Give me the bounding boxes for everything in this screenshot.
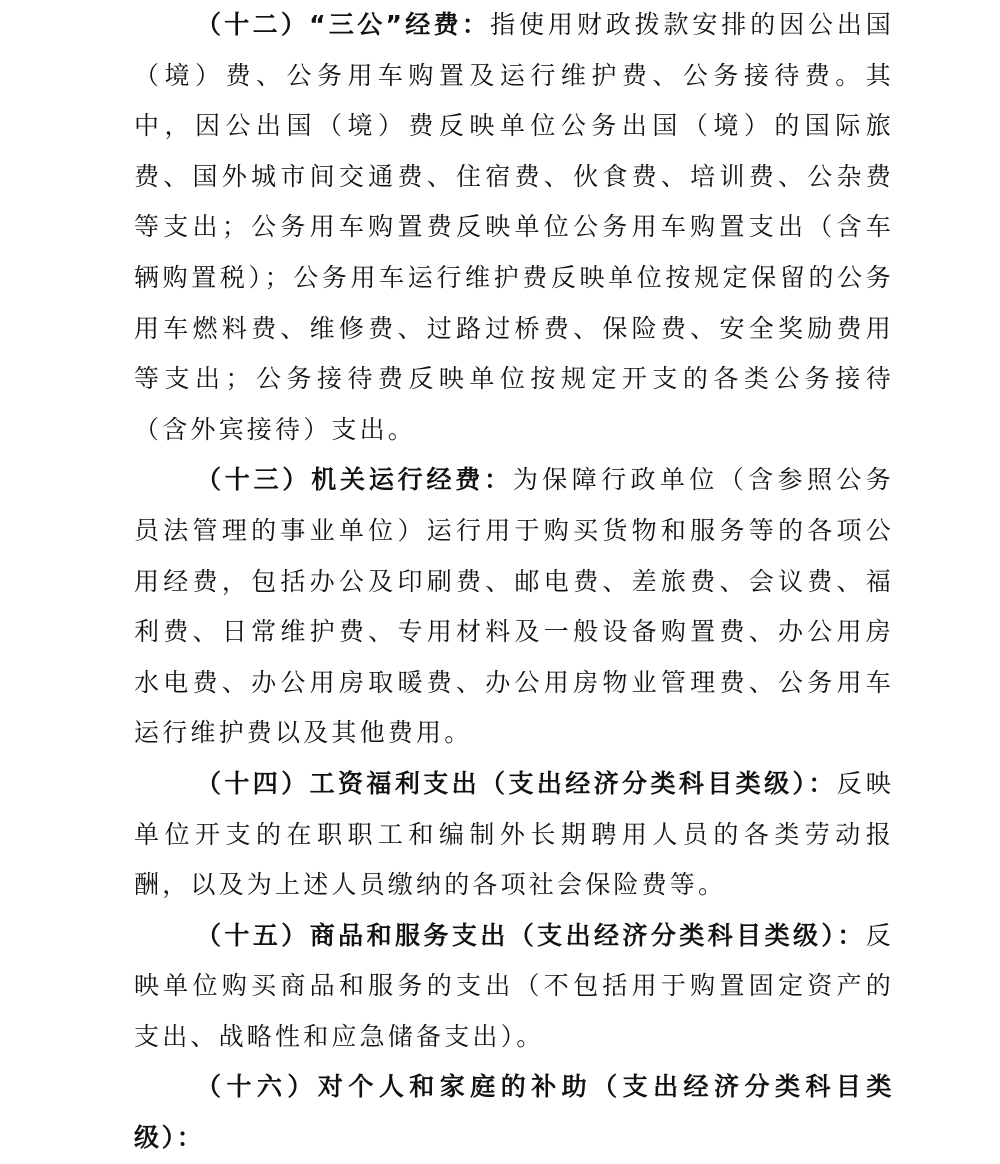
document-page: [134, 0, 894, 1164]
section-16: [134, 1062, 894, 1163]
section-12-body: 指使用财政拨款安排的因公出国（境）费、公务用车购置及运行维护费、公务接待费。其中，因公出国（境）费反映单位公务出国（境）的国际旅费、国外城市间交通费、住宿费、伙食费、培训费、公杂费等支出；公务用车购置费反映单位公务用车购置支出（含车辆购置税）；公务用车运行维护费反映单位按规定保留的公务用车燃料费、维修费、过路过桥费、保险费、安全奖励费用等支出；公务接待费反映单位按规定开支的各类公务接待（含外宾接待）支出。: [134, 10, 894, 444]
section-14: [134, 759, 894, 911]
section-15-body: 反映单位购买商品和服务的支出（不包括用于购置固定资产的支出、战略性和应急储备支出）。: [134, 920, 894, 1051]
section-14-heading: （十四）工资福利支出（支出经济分类科目类级）：: [196, 768, 837, 798]
section-13-body: 为保障行政单位（含参照公务员法管理的事业单位）运行用于购买货物和服务等的各项公用经费，包括办公及印刷费、邮电费、差旅费、会议费、福利费、日常维护费、专用材料及一般设备购置费、办公用房水电费、办公用房取暖费、办公用房物业管理费、公务用车运行维护费以及其他费用。: [134, 465, 894, 748]
section-13: [134, 455, 894, 759]
section-13-heading: （十三）机关运行经费：: [196, 465, 513, 495]
section-14-body: 反映单位开支的在职职工和编制外长期聘用人员的各类劳动报酬，以及为上述人员缴纳的各项社会保险费等。: [134, 768, 894, 900]
section-16-heading: （十六）对个人和家庭的补助（支出经济分类科目类级）：: [134, 1072, 894, 1153]
section-12: [134, 0, 894, 455]
section-15-heading: （十五）商品和服务支出（支出经济分类科目类级）：: [196, 920, 866, 950]
section-12-heading: （十二）“三公”经费：: [196, 10, 491, 39]
section-15: [134, 911, 894, 1063]
